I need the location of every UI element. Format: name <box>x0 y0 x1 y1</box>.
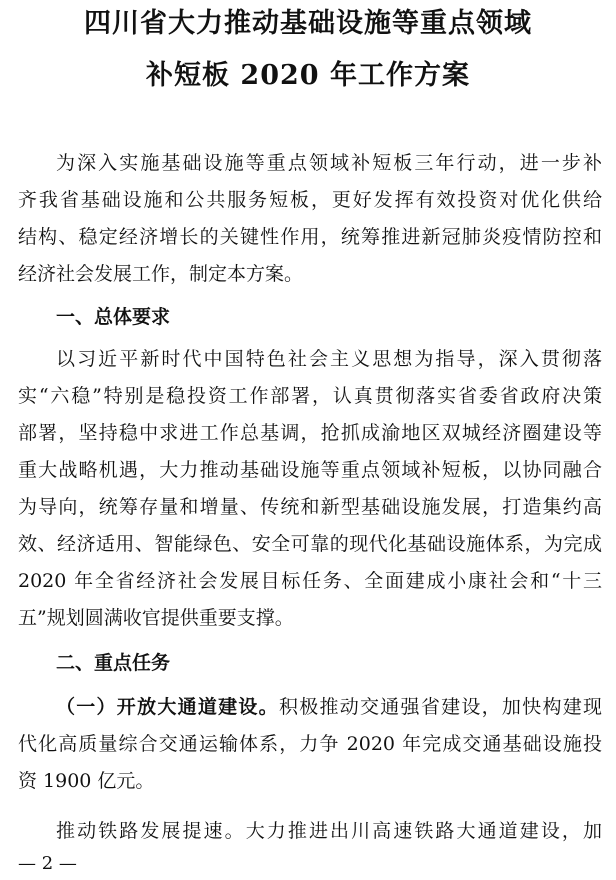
intro-line: 齐我省基础设施和公共服务短板，更好发挥有效投资对优化供给 <box>18 189 602 211</box>
task1-line: 资 1900 亿元。 <box>18 770 155 792</box>
document-title-line-1: 四川省大力推动基础设施等重点领域 <box>84 8 532 39</box>
section1-line: 以习近平新时代中国特色社会主义思想为指导，深入贯彻落 <box>56 348 602 370</box>
section1-line: 为导向，统筹存量和增量、传统和新型基础设施发展，打造集约高 <box>18 496 602 518</box>
intro-line: 为深入实施基础设施等重点领域补短板三年行动，进一步补 <box>56 152 602 174</box>
task1-line: 代化高质量综合交通运输体系，力争 2020 年完成交通基础设施投 <box>18 733 602 755</box>
railway-line: 推动铁路发展提速。大力推进出川高速铁路大通道建设，加 <box>56 820 602 842</box>
document-title-line-2: 补短板 2020 年工作方案 <box>146 60 470 91</box>
section1-line: 实“六稳”特别是稳投资工作部署，认真贯彻落实省委省政府决策 <box>18 385 602 407</box>
section-heading-overall-requirements: 一、总体要求 <box>56 306 171 328</box>
section1-line: 五”规划圆满收官提供重要支撑。 <box>18 607 294 629</box>
page-number: — 2 — <box>18 853 77 874</box>
section1-line: 部署，坚持稳中求进工作总基调，抢抓成渝地区双城经济圈建设等 <box>18 422 602 444</box>
section1-line: 重大战略机遇，大力推动基础设施等重点领域补短板，以协同融合 <box>18 459 602 481</box>
section1-line: 效、经济适用、智能绿色、安全可靠的现代化基础设施体系，为完成 <box>18 533 602 555</box>
section1-line: 2020 年全省经济社会发展目标任务、全面建成小康社会和“十三 <box>18 570 602 592</box>
task1-first-line <box>56 689 602 725</box>
task1-lead: （一）开放大通道建设。 <box>56 696 279 718</box>
intro-line: 结构、稳定经济增长的关键性作用，统筹推进新冠肺炎疫情防控和 <box>18 226 602 248</box>
task1-first-line-text: 积极推动交通强省建设，加快构建现 <box>278 696 602 718</box>
section-heading-key-tasks: 二、重点任务 <box>56 652 171 674</box>
intro-line: 经济社会发展工作，制定本方案。 <box>18 263 304 285</box>
